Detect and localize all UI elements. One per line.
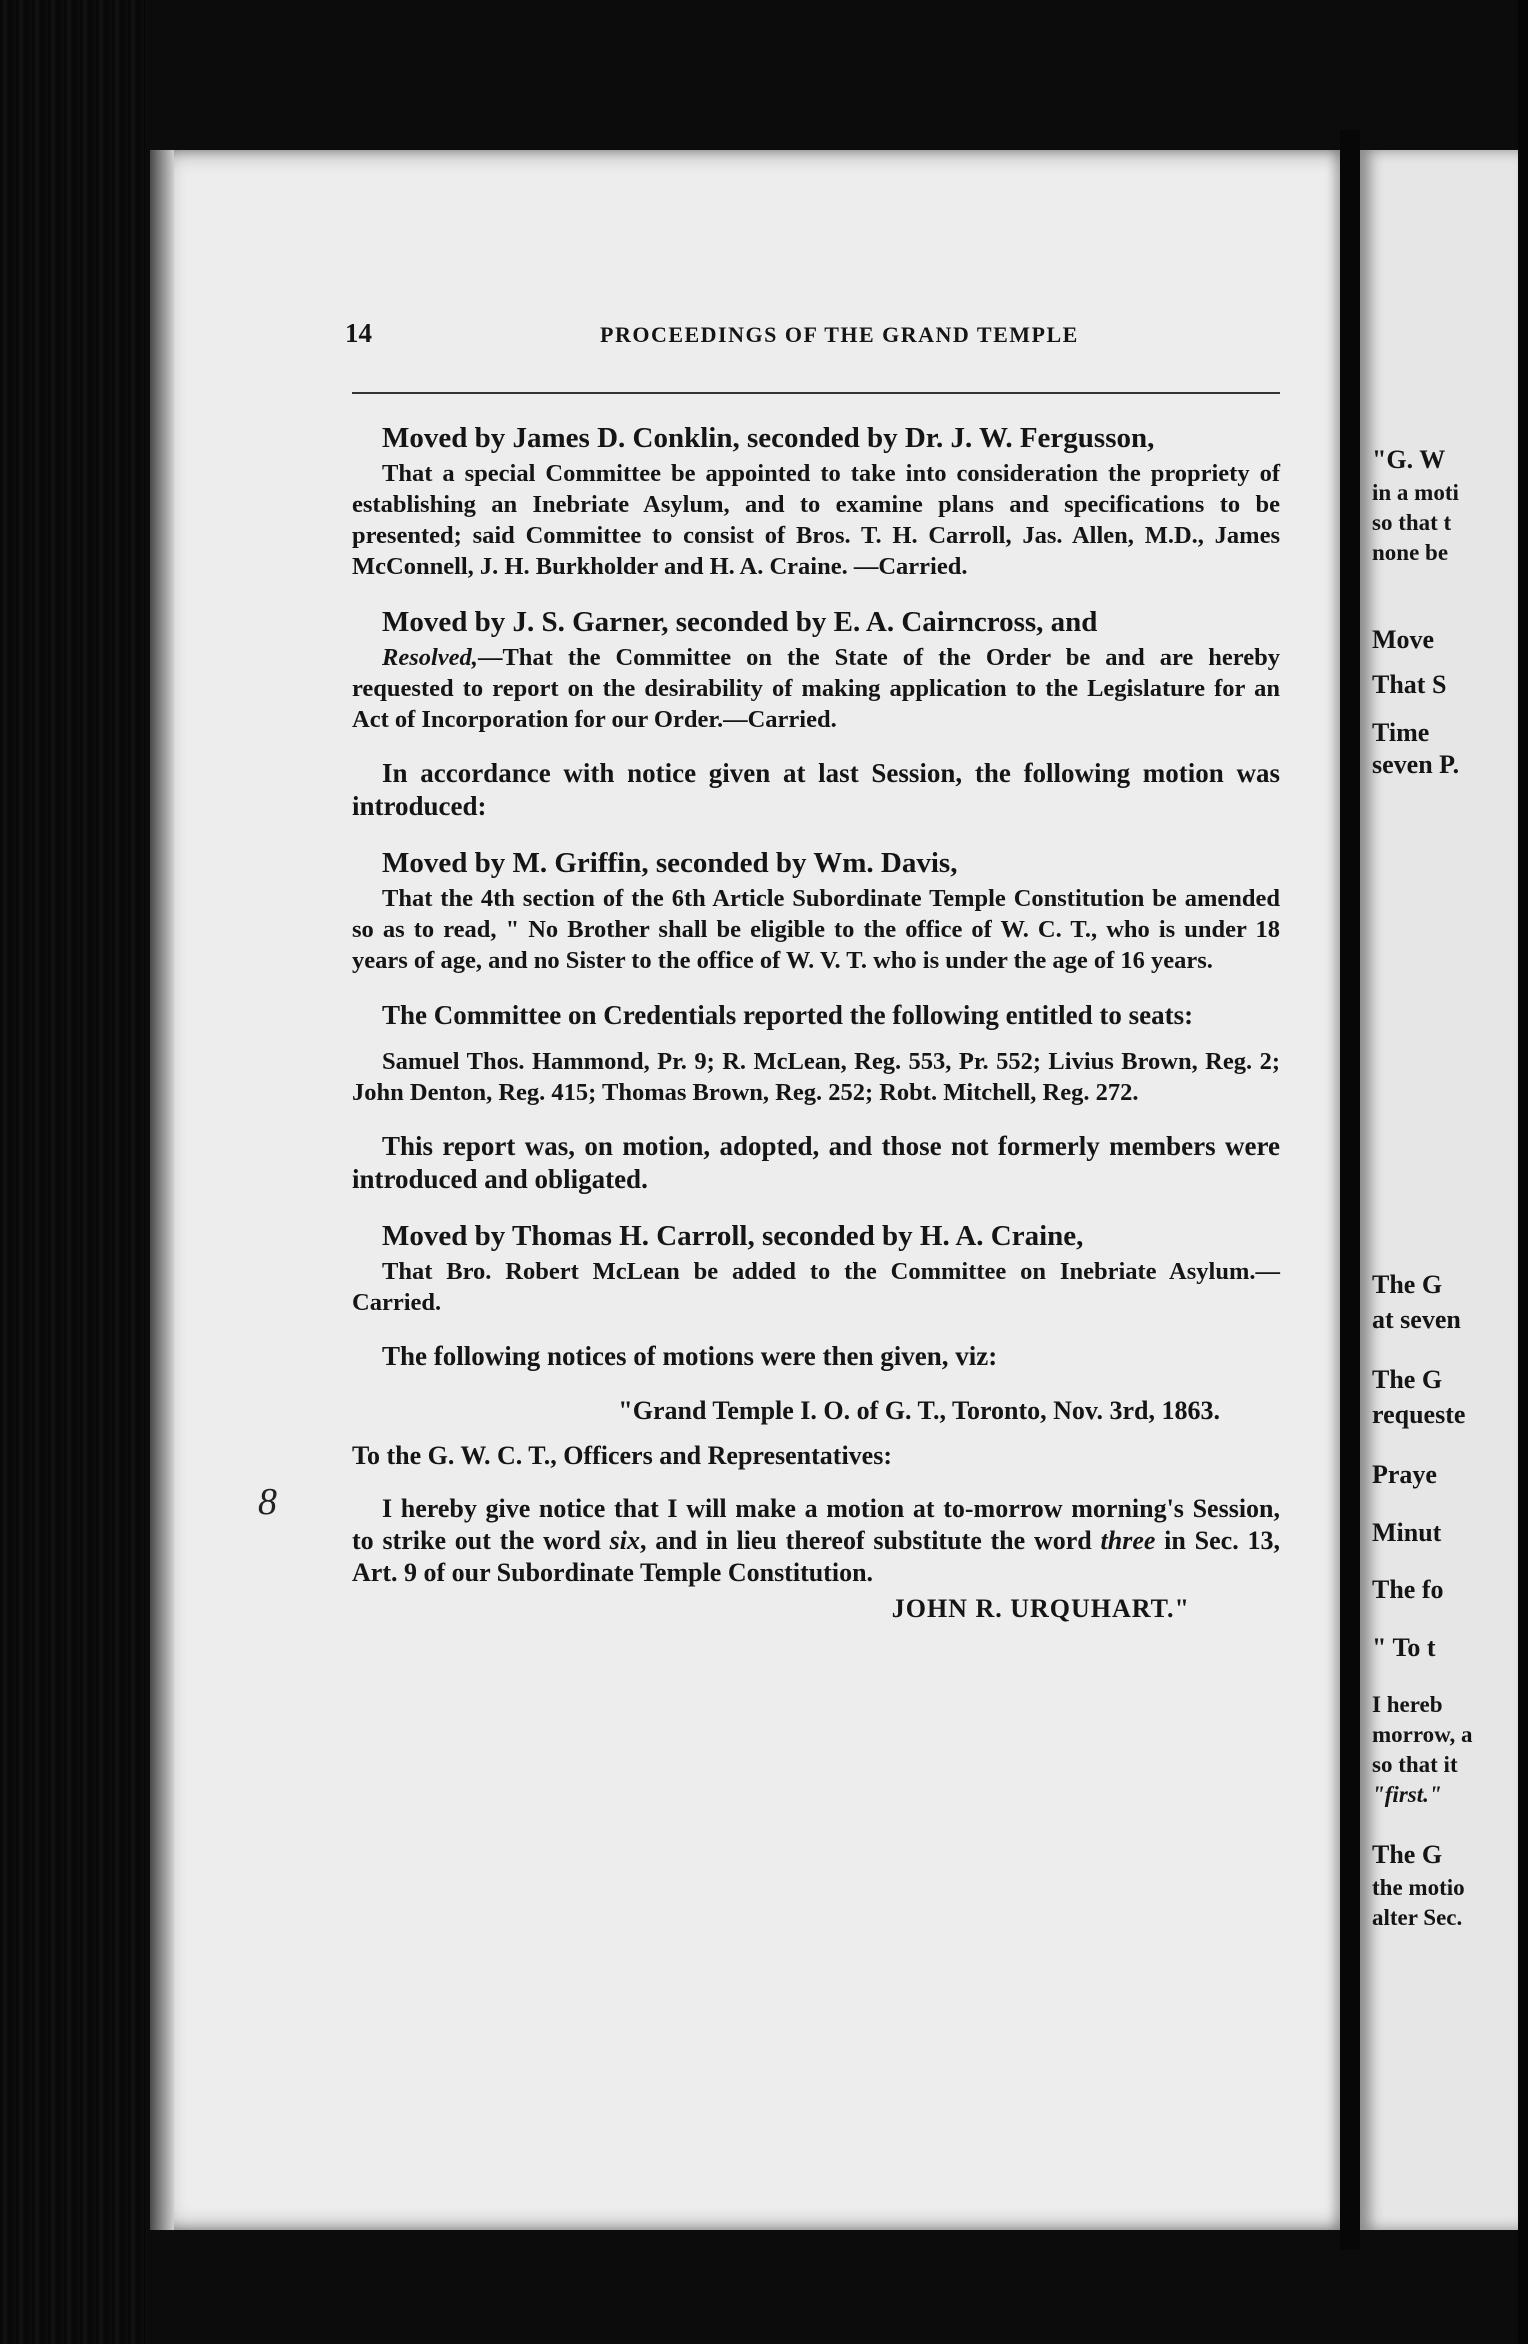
resolution-constitution-amendment: That the 4th section of the 6th Article Subordinate Temple Constitution be amended so as to read, " No Brother shall be eligible to the office of W. C. T., who is under 18 years of age, and no Sister to the office of W. V. T. who is under the age of 16 years.	[352, 885, 1280, 974]
fragment-line: Minut	[1372, 1518, 1442, 1547]
film-edge-right	[1518, 0, 1528, 2344]
film-edge-left	[0, 0, 145, 2344]
fragment-line: so that t	[1372, 510, 1452, 535]
page-gutter	[1340, 130, 1360, 2250]
fragment-line: morrow, a	[1372, 1722, 1473, 1747]
resolution-incorporation	[352, 642, 1280, 735]
credentials-intro: The Committee on Credentials reported the following entitled to seats:	[382, 1000, 1194, 1030]
running-head	[195, 318, 1285, 358]
page-header-title: PROCEEDINGS OF THE GRAND TEMPLE	[600, 322, 1079, 347]
notice-intro: In accordance with notice given at last Session, the following motion was introduced:	[352, 758, 1280, 821]
resolved-lead: Resolved,	[382, 644, 478, 671]
resolution-mclean-added: That Bro. Robert McLean be added to the Committee on Inebriate Asylum.—Carried.	[352, 1258, 1280, 1316]
page-number: 14	[345, 318, 372, 348]
credentials-list: Samuel Thos. Hammond, Pr. 9; R. McLean, Reg. 553, Pr. 552; Livius Brown, Reg. 2; John Denton, Reg. 415; Thomas Brown, Reg. 252; Robt. Mitchell, Reg. 272.	[352, 1048, 1280, 1106]
handwritten-margin-mark: 8	[258, 1481, 277, 1523]
notice-signature: JOHN R. URQUHART."	[891, 1594, 1190, 1623]
fragment-line: seven P.	[1372, 750, 1460, 779]
fragment-line: none be	[1372, 540, 1449, 565]
notice-address: To the G. W. C. T., Officers and Representatives:	[352, 1441, 892, 1470]
fragment-line: The G	[1372, 1840, 1443, 1869]
header-rule	[352, 392, 1280, 394]
fragment-line: " To t	[1372, 1633, 1436, 1662]
motion-carroll: Moved by Thomas H. Carroll, seconded by H. A. Craine,	[382, 1220, 1084, 1252]
notice-word-three: three	[1100, 1526, 1156, 1555]
resolution-incorporation-text: —That the Committee on the State of the Order be and are hereby requested to report on the desirability of making application to the Legislature for an Act of Incorporation for our Order.—Carried.	[352, 644, 1280, 733]
fragment-line: in a moti	[1372, 480, 1459, 505]
fragment-line: Move	[1372, 625, 1435, 654]
fragment-line: I hereb	[1372, 1692, 1443, 1717]
fragment-line: the motio	[1372, 1875, 1465, 1900]
notice-body	[352, 1493, 1280, 1589]
notice-date-line: "Grand Temple I. O. of G. T., Toronto, Nov. 3rd, 1863.	[618, 1396, 1220, 1425]
fragment-line: "first."	[1372, 1782, 1442, 1807]
fragment-line: Praye	[1372, 1460, 1437, 1489]
fragment-line: That S	[1372, 670, 1447, 699]
page-body	[352, 420, 1280, 1624]
motion-conklin: Moved by James D. Conklin, seconded by Dr. J. W. Fergusson,	[382, 422, 1155, 454]
fragment-line: The fo	[1372, 1575, 1444, 1604]
resolution-inebriate-asylum: That a special Committee be appointed to take into consideration the propriety of establishing an Inebriate Asylum, and to examine plans and specifications to be presented; said Committee to consist of Bros. T. H. Carroll, Jas. Allen, M.D., James McConnell, J. H. Burkholder and H. A. Craine. —Carried.	[352, 460, 1280, 580]
fragment-line: The G	[1372, 1270, 1443, 1299]
notice-body-part-1: I hereby give notice that I will make a motion at to-morrow morning's Session, to strike out the word	[352, 1494, 1280, 1555]
notice-word-six: six	[609, 1526, 640, 1555]
notices-intro: The following notices of motions were then given, viz:	[382, 1341, 998, 1371]
fragment-line: alter Sec.	[1372, 1905, 1463, 1930]
fragment-line: requeste	[1372, 1400, 1466, 1429]
fragment-line: Time	[1372, 718, 1430, 747]
fragment-line: "G. W	[1372, 445, 1446, 474]
motion-garner: Moved by J. S. Garner, seconded by E. A. Cairncross, and	[382, 606, 1098, 638]
report-adopted: This report was, on motion, adopted, and those not formerly members were introduced and obligated.	[352, 1131, 1280, 1194]
notice-body-part-2: , and in lieu thereof substitute the word	[640, 1526, 1101, 1555]
fragment-line: at seven	[1372, 1305, 1461, 1334]
adjacent-page-fragment	[1360, 150, 1518, 2230]
page-binding-shadow	[150, 150, 174, 2230]
motion-griffin: Moved by M. Griffin, seconded by Wm. Davis,	[382, 847, 958, 879]
fragment-line: The G	[1372, 1365, 1443, 1394]
fragment-line: so that it	[1372, 1752, 1458, 1777]
notice-body-part-3: in Sec. 13, Art. 9 of our Subordinate Temple Constitution.	[352, 1526, 1280, 1587]
